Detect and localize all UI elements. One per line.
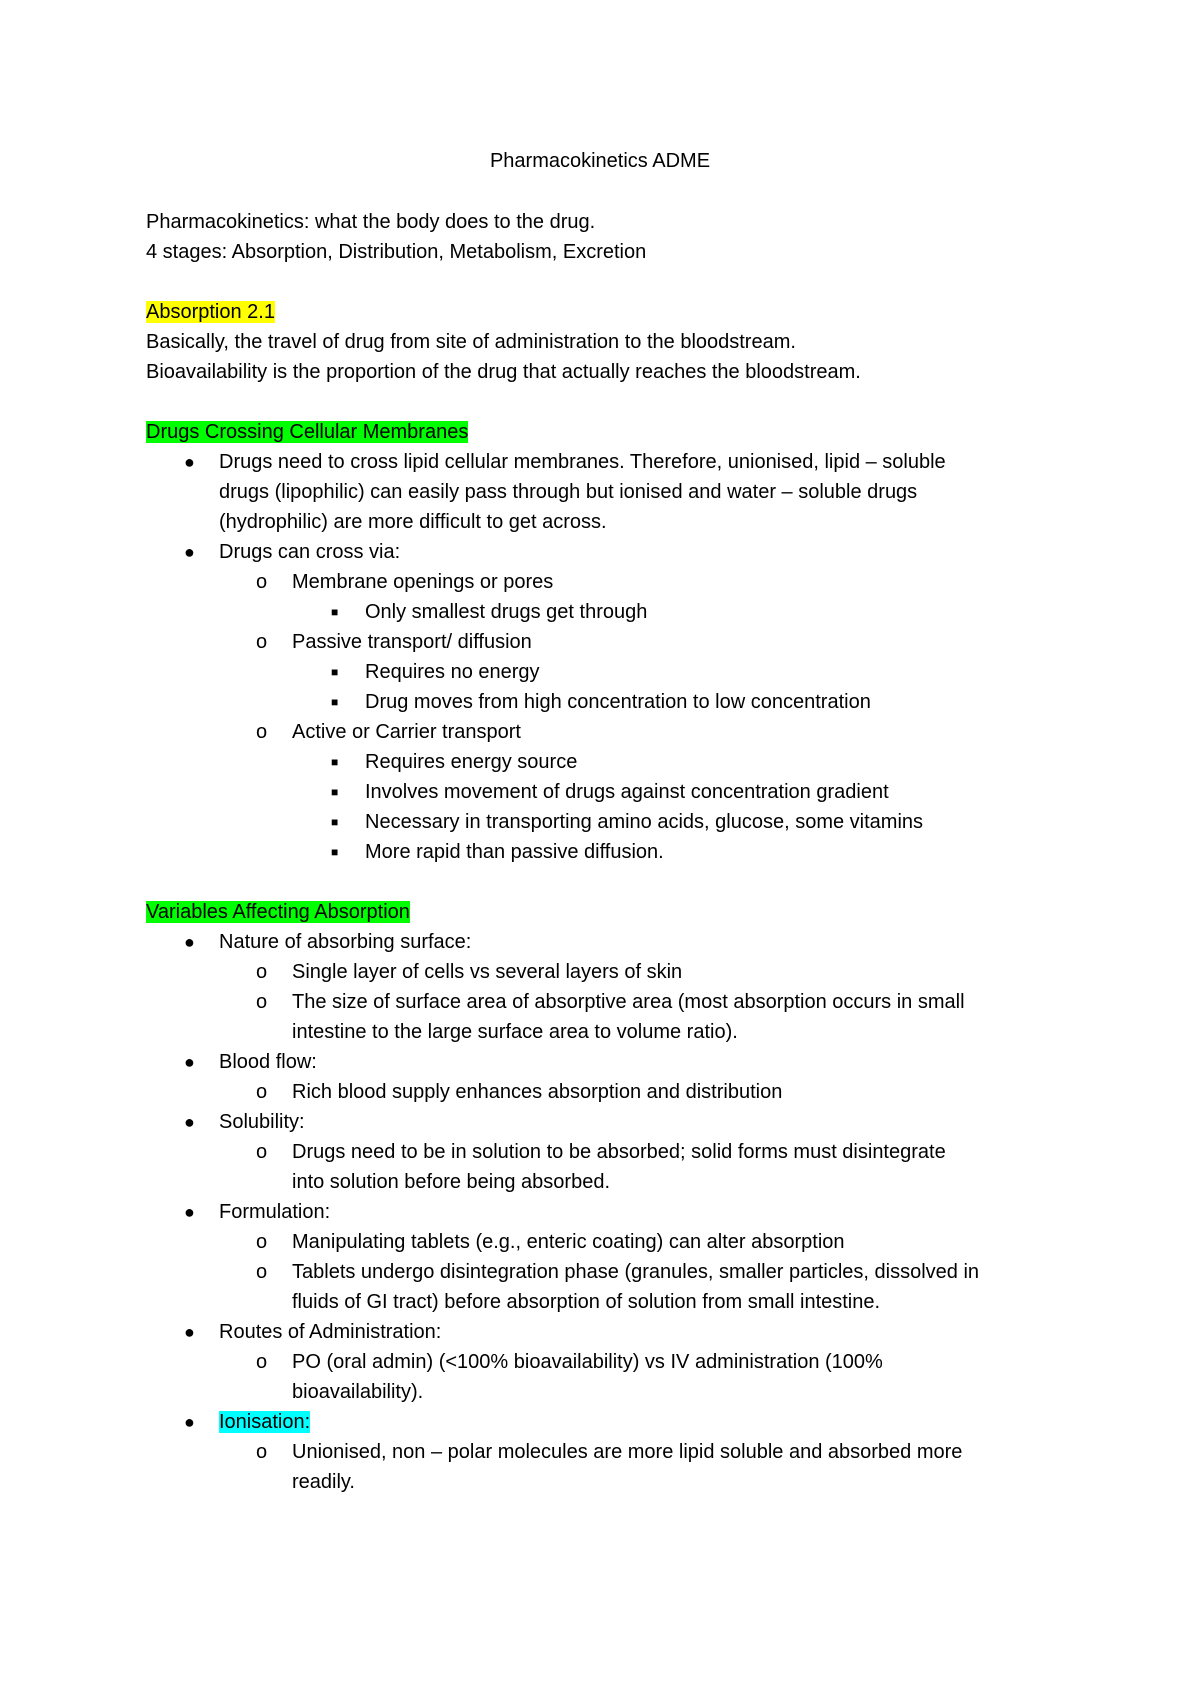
bullet-level3-icon: ■	[331, 695, 339, 709]
bullet-level1-icon: ●	[184, 1412, 195, 1432]
variables-nature: Nature of absorbing surface:	[219, 931, 472, 953]
membranes-sub3-item-4: More rapid than passive diffusion.	[365, 841, 664, 863]
variables-solubility-item-1-cont: into solution before being absorbed.	[292, 1171, 611, 1193]
variables-blood: Blood flow:	[219, 1051, 317, 1073]
variables-solubility: Solubility:	[219, 1111, 305, 1133]
bullet-level2-icon: o	[256, 1231, 268, 1253]
membranes-sub1-item-1: Only smallest drugs get through	[365, 601, 648, 623]
membranes-sub2-item-2: Drug moves from high concentration to low concentration	[365, 691, 871, 713]
bullet-level1-icon: ●	[184, 1202, 195, 1222]
membranes-sub2-item-1: Requires no energy	[365, 661, 540, 683]
bullet-level3-icon: ■	[331, 755, 339, 769]
bullet-level3-icon: ■	[331, 665, 339, 679]
bullet-level2-icon: o	[256, 1141, 268, 1163]
absorption-heading-text: Absorption 2.1	[146, 301, 275, 323]
page-title: Pharmacokinetics ADME	[489, 150, 711, 172]
variables-ionisation-item-1-cont: readily.	[292, 1471, 355, 1493]
membranes-sub3: Active or Carrier transport	[292, 721, 521, 743]
variables-ionisation-text: Ionisation:	[219, 1411, 311, 1433]
bullet-level1-icon: ●	[184, 1112, 195, 1132]
membranes-b1-line-1: Drugs need to cross lipid cellular membranes. Therefore, unionised, lipid – soluble	[219, 451, 946, 473]
variables-heading	[146, 900, 410, 924]
membranes-b1-line-3: (hydrophilic) are more difficult to get across.	[219, 511, 607, 533]
variables-blood-item-1: Rich blood supply enhances absorption and distribution	[292, 1081, 783, 1103]
bullet-level2-icon: o	[256, 631, 268, 653]
variables-ionisation-item-1: Unionised, non – polar molecules are more lipid soluble and absorbed more	[292, 1441, 963, 1463]
variables-formulation-item-2: Tablets undergo disintegration phase (granules, smaller particles, dissolved in	[292, 1261, 980, 1283]
variables-routes-item-1: PO (oral admin) (<100% bioavailability) vs IV administration (100%	[292, 1351, 883, 1373]
variables-nature-item-1: Single layer of cells vs several layers of skin	[292, 961, 683, 983]
variables-routes-item-1-cont: bioavailability).	[292, 1381, 424, 1403]
intro-line-1: Pharmacokinetics: what the body does to the drug.	[146, 211, 596, 233]
bullet-level3-icon: ■	[331, 605, 339, 619]
membranes-sub1: Membrane openings or pores	[292, 571, 554, 593]
membranes-sub3-item-2: Involves movement of drugs against concentration gradient	[365, 781, 889, 803]
membranes-b1-line-2: drugs (lipophilic) can easily pass through but ionised and water – soluble drugs	[219, 481, 918, 503]
variables-ionisation	[219, 1410, 310, 1434]
bullet-level2-icon: o	[256, 1441, 268, 1463]
variables-formulation-item-2-cont: fluids of GI tract) before absorption of solution from small intestine.	[292, 1291, 881, 1313]
bullet-level3-icon: ■	[331, 845, 339, 859]
variables-solubility-item-1: Drugs need to be in solution to be absorbed; solid forms must disintegrate	[292, 1141, 946, 1163]
membranes-sub3-item-3: Necessary in transporting amino acids, glucose, some vitamins	[365, 811, 924, 833]
variables-formulation-item-1: Manipulating tablets (e.g., enteric coating) can alter absorption	[292, 1231, 845, 1253]
variables-heading-text: Variables Affecting Absorption	[146, 901, 410, 923]
bullet-level2-icon: o	[256, 1081, 268, 1103]
membranes-heading	[146, 420, 468, 444]
absorption-heading	[146, 300, 275, 324]
bullet-level2-icon: o	[256, 1351, 268, 1373]
intro-line-2: 4 stages: Absorption, Distribution, Metabolism, Excretion	[146, 241, 647, 263]
bullet-level2-icon: o	[256, 991, 268, 1013]
membranes-b2: Drugs can cross via:	[219, 541, 401, 563]
variables-nature-item-2-cont: intestine to the large surface area to volume ratio).	[292, 1021, 738, 1043]
bullet-level2-icon: o	[256, 721, 268, 743]
membranes-sub2: Passive transport/ diffusion	[292, 631, 532, 653]
bullet-level2-icon: o	[256, 571, 268, 593]
membranes-heading-text: Drugs Crossing Cellular Membranes	[146, 421, 469, 443]
bullet-level1-icon: ●	[184, 932, 195, 952]
bullet-level2-icon: o	[256, 1261, 268, 1283]
bullet-level1-icon: ●	[184, 1052, 195, 1072]
bullet-level3-icon: ■	[331, 815, 339, 829]
variables-routes: Routes of Administration:	[219, 1321, 442, 1343]
bullet-level1-icon: ●	[184, 1322, 195, 1342]
bullet-level1-icon: ●	[184, 452, 195, 472]
bullet-level3-icon: ■	[331, 785, 339, 799]
variables-nature-item-2: The size of surface area of absorptive area (most absorption occurs in small	[292, 991, 965, 1013]
bullet-level1-icon: ●	[184, 542, 195, 562]
bullet-level2-icon: o	[256, 961, 268, 983]
absorption-line-2: Bioavailability is the proportion of the drug that actually reaches the bloodstream.	[146, 361, 861, 383]
variables-formulation: Formulation:	[219, 1201, 331, 1223]
absorption-line-1: Basically, the travel of drug from site of administration to the bloodstream.	[146, 331, 796, 353]
membranes-sub3-item-1: Requires energy source	[365, 751, 578, 773]
